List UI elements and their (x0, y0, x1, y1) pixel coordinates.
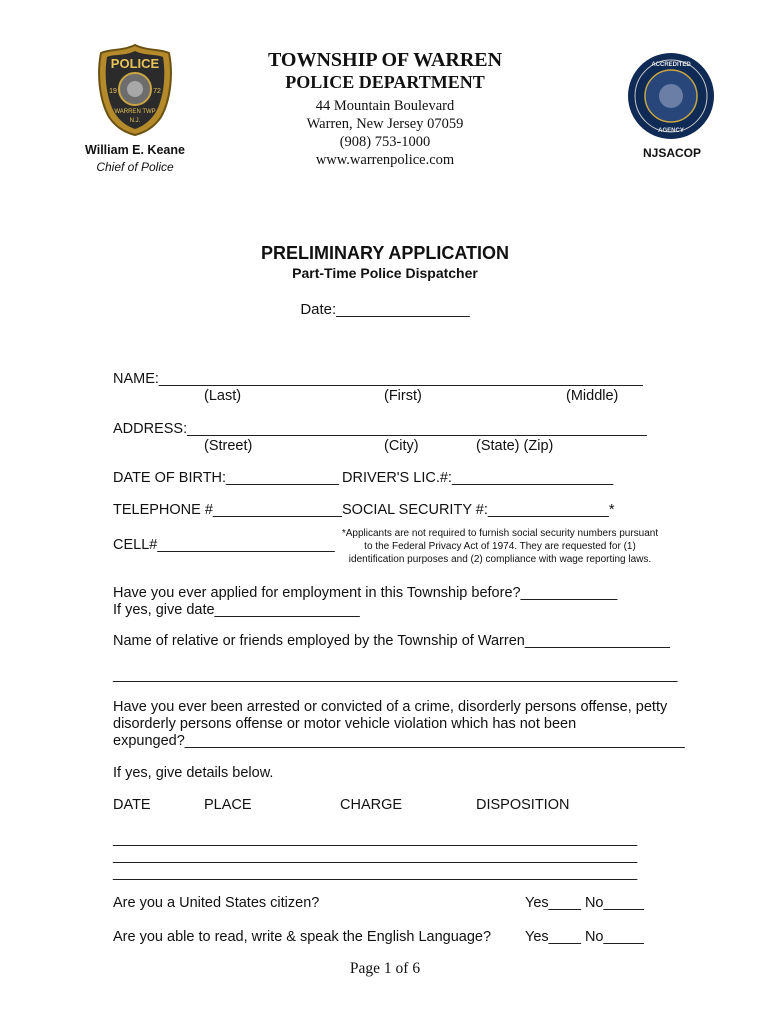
badge-text-year-left: 19 (109, 88, 117, 95)
detail-line-1[interactable]: _________________________________________________________________ (113, 831, 638, 847)
seal-text-bottom: AGENCY (658, 128, 684, 134)
ssn-note-line-2: to the Federal Privacy Act of 1974. They are requested for (1) (364, 541, 636, 552)
detail-line-3[interactable]: _________________________________________________________________ (113, 865, 638, 881)
form-subtitle: Part-Time Police Dispatcher (292, 265, 478, 281)
name-last-label: (Last) (204, 388, 242, 404)
details-instruction: If yes, give details below. (113, 765, 274, 781)
badge-text-town: WARREN TWP (114, 109, 156, 115)
name-field[interactable]: NAME:____________________________________________________________ (113, 371, 643, 387)
badge-text-year-right: 72 (153, 88, 161, 95)
njsacop-seal-icon (627, 52, 715, 140)
column-charge: CHARGE (340, 797, 403, 813)
cell-field[interactable]: CELL#______________________ (113, 537, 335, 553)
ssn-field[interactable]: SOCIAL SECURITY #:_______________* (342, 502, 615, 518)
address-city-label: (City) (384, 438, 419, 454)
date-field[interactable]: Date:________________ (300, 301, 470, 318)
badge-text-state: N.J. (129, 118, 141, 124)
address-street: 44 Mountain Boulevard (315, 98, 455, 114)
applied-before-question[interactable]: Have you ever applied for employment in this Township before?____________ (113, 585, 618, 601)
column-place: PLACE (204, 797, 252, 813)
dob-field[interactable]: DATE OF BIRTH:______________ (113, 470, 339, 486)
address-street-label: (Street) (204, 438, 253, 454)
address-state-zip-label: (State) (Zip) (476, 438, 554, 454)
english-question: Are you able to read, write & speak the English Language? (113, 929, 492, 945)
department-title: POLICE DEPARTMENT (285, 72, 485, 92)
chief-title: Chief of Police (96, 160, 174, 174)
name-middle-label: (Middle) (566, 388, 619, 404)
citizen-question: Are you a United States citizen? (113, 895, 320, 911)
chief-name: William E. Keane (85, 143, 185, 157)
applied-date-field[interactable]: If yes, give date__________________ (113, 602, 360, 618)
address-city: Warren, New Jersey 07059 (306, 116, 464, 132)
relatives-question[interactable]: Name of relative or friends employed by the Township of Warren__________________ (113, 633, 670, 649)
police-badge-icon (97, 43, 173, 137)
arrested-question-line-2: disorderly persons offense or motor vehicle violation which has not been (113, 716, 577, 732)
name-first-label: (First) (384, 388, 422, 404)
form-title: PRELIMINARY APPLICATION (260, 243, 509, 263)
address-phone: (908) 753-1000 (339, 134, 431, 150)
english-answer[interactable]: Yes____ No_____ (525, 929, 644, 945)
column-disposition: DISPOSITION (476, 797, 570, 813)
address-website: www.warrenpolice.com (315, 152, 455, 168)
drivers-license-field[interactable]: DRIVER'S LIC.#:____________________ (342, 470, 614, 486)
relatives-line-2[interactable]: ______________________________________________________________________ (113, 667, 678, 683)
page-number: Page 1 of 6 (349, 960, 421, 977)
seal-text-top: ACCREDITED (651, 62, 691, 68)
address-field[interactable]: ADDRESS:_________________________________________________________ (113, 421, 647, 437)
badge-text-police: POLICE (110, 56, 160, 71)
arrested-question-line-1: Have you ever been arrested or convicted of a crime, disorderly persons offense, petty (113, 699, 668, 715)
township-title: TOWNSHIP OF WARREN (267, 49, 503, 71)
seal-label: NJSACOP (642, 146, 701, 160)
telephone-field[interactable]: TELEPHONE #________________ (113, 502, 342, 518)
ssn-note-line-3: identification purposes and (2) compliance with wage reporting laws. (348, 554, 652, 565)
ssn-note-line-1: *Applicants are not required to furnish social security numbers pursuant (341, 528, 659, 539)
arrested-question-line-3[interactable]: expunged?______________________________________________________________ (113, 733, 685, 749)
detail-line-2[interactable]: _________________________________________________________________ (113, 848, 638, 864)
column-date: DATE (113, 797, 151, 813)
citizen-answer[interactable]: Yes____ No_____ (525, 895, 644, 911)
